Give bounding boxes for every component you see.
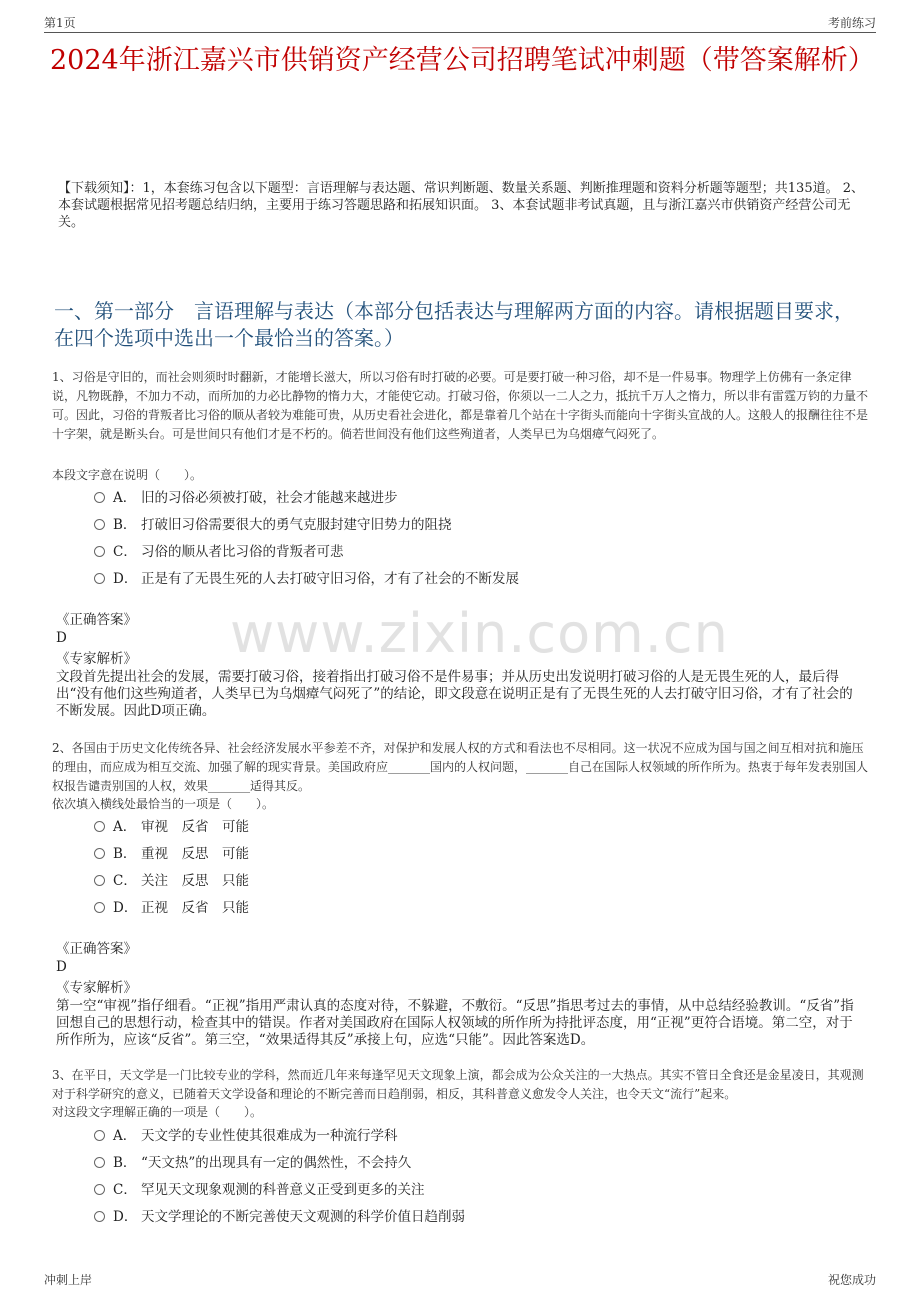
- radio-icon[interactable]: [94, 546, 105, 557]
- question-3-stem: 3、在平日，天文学是一门比较专业的学科，然而近几年来每逢罕见天文现象上演，都会成为公众关注的一大热点。其实不管日全食还是金星凌日，其观测对于科学研究的意义，已随着天文学设备和理论的不断完善而日趋削弱，相反，其科普意义愈发令人关注，也令天文“流行”起来。: [52, 1068, 864, 1101]
- radio-icon[interactable]: [94, 519, 105, 530]
- question-1-option-a[interactable]: A． 旧的习俗必须被打破，社会才能越来越进步: [94, 489, 398, 507]
- question-1-option-c[interactable]: C． 习俗的顺从者比习俗的背叛者可悲: [94, 543, 344, 561]
- question-1-prompt: 本段文字意在说明（ ）。: [52, 468, 203, 482]
- radio-icon[interactable]: [94, 821, 105, 832]
- question-2-option-d[interactable]: D． 正视 反省 只能: [94, 899, 249, 917]
- question-1-stem: 1、习俗是守旧的，而社会则须时时翻新，才能增长滋大，所以习俗有时打破的必要。可是要打破一种习俗，却不是一件易事。物理学上仿佛有一条定律说，凡物既静，不加力不动，而所加的力必比静物的惰力大，才能使它动。打破习俗，你须以一二人之力，抵抗千万人之惰力，所以非有雷霆万钧的力量不可。因此，习俗的背叛者比习俗的顺从者较为难能可贵，从历史看社会进化，都是靠着几个站在十字街头而能向十字街头宣战的人。这般人的报酬往往不是十字架，就是断头台。可是世间只有他们才是不朽的。倘若世间没有他们这些殉道者，人类早已为乌烟瘴气闷死了。: [52, 370, 869, 441]
- radio-icon[interactable]: [94, 573, 105, 584]
- radio-icon[interactable]: [94, 875, 105, 886]
- question-1-option-b[interactable]: B． 打破旧习俗需要很大的勇气克服封建守旧势力的阻挠: [94, 516, 452, 534]
- question-1-option-d[interactable]: D． 正是有了无畏生死的人去打破守旧习俗，才有了社会的不断发展: [94, 570, 519, 588]
- header-label: 考前练习: [827, 16, 876, 30]
- question-1-analysis-label: 《专家解析》: [56, 651, 137, 667]
- question-2-analysis: 第一空“审视”指仔细看。“正视”指用严肃认真的态度对待，不躲避，不敷衍。“反思”指思考过去的事情，从中总结经验教训。“反省”指回想自己的思想行动，检查其中的错误。作者对美国政府在国际人权领域的所作所为持批评态度，用“正视”更符合语境。第二空，对于所作所为，应该“反省”。第三空，“效果适得其反”承接上句，应选“只能”。因此答案选D。: [56, 998, 854, 1048]
- question-3-option-a[interactable]: A． 天文学的专业性使其很难成为一种流行学科: [94, 1127, 398, 1145]
- question-1-answer-label: 《正确答案》: [56, 612, 137, 628]
- radio-icon[interactable]: [94, 1130, 105, 1141]
- page-number: 第1页: [44, 16, 76, 30]
- radio-icon[interactable]: [94, 902, 105, 913]
- question-2-option-b[interactable]: B． 重视 反思 可能: [94, 845, 249, 863]
- question-2-stem: 2、各国由于历史文化传统各异、社会经济发展水平参差不齐，对保护和发展人权的方式和看法也不尽相同。这一状况不应成为国与国之间互相对抗和施压的理由，而应成为相互交流、加强了解的现实背景。美国政府应_______国内的人权问题，_______自己在国际人权领域的所作所为。热衷于每年发表别国人权报告谴责别国的人权，效果_______适得其反。: [52, 741, 869, 793]
- download-notice: 【下载须知】：1，本套练习包含以下题型：言语理解与表达题、常识判断题、数量关系题、判断推理题和资料分析题等题型；共135道。 2、本套试题根据常见招考题总结归纳，主要用于练习答题思路和拓展知识面。 3、本套试题非考试真题，且与浙江嘉兴市供销资产经营公司无关。: [58, 181, 864, 230]
- footer-right: 祝您成功: [827, 1273, 876, 1287]
- question-3-option-b[interactable]: B． “天文热”的出现具有一定的偶然性，不会持久: [94, 1154, 411, 1172]
- question-3-option-d[interactable]: D． 天文学理论的不断完善使天文观测的科学价值日趋削弱: [94, 1208, 465, 1226]
- question-2-analysis-label: 《专家解析》: [56, 980, 137, 996]
- question-2-option-a[interactable]: A． 审视 反省 可能: [94, 818, 249, 836]
- question-2-option-c[interactable]: C． 关注 反思 只能: [94, 872, 249, 890]
- document-title: 2024年浙江嘉兴市供销资产经营公司招聘笔试冲刺题（带答案解析）: [50, 45, 875, 76]
- page-header: [44, 12, 876, 33]
- question-1-answer: D: [56, 630, 67, 646]
- question-1-analysis: 文段首先提出社会的发展，需要打破习俗，接着指出打破习俗不是件易事；并从历史出发说明打破习俗的人是无畏生死的人，最后得出“没有他们这些殉道者，人类早已为乌烟瘴气闷死了”的结论，即文段意在说明正是有了无畏生死的人去打破守旧习俗，才有了社会的不断发展。因此D项正确。: [56, 669, 853, 719]
- question-3-option-c[interactable]: C． 罕见天文现象观测的科普意义正受到更多的关注: [94, 1181, 425, 1199]
- question-2-answer-label: 《正确答案》: [56, 941, 137, 957]
- question-2-answer: D: [56, 959, 67, 975]
- radio-icon[interactable]: [94, 1157, 105, 1168]
- question-2-prompt: 依次填入横线处最恰当的一项是（ ）。: [52, 797, 275, 811]
- radio-icon[interactable]: [94, 492, 105, 503]
- section-heading: 一、第一部分 言语理解与表达（本部分包括表达与理解两方面的内容。请根据题目要求，在四个选项中选出一个最恰当的答案。）: [54, 299, 854, 350]
- radio-icon[interactable]: [94, 1184, 105, 1195]
- radio-icon[interactable]: [94, 1211, 105, 1222]
- question-3-prompt: 对这段文字理解正确的一项是（ ）。: [52, 1105, 263, 1119]
- footer-left: 冲刺上岸: [44, 1273, 93, 1287]
- watermark: www.zixin.com.cn: [230, 602, 729, 665]
- radio-icon[interactable]: [94, 848, 105, 859]
